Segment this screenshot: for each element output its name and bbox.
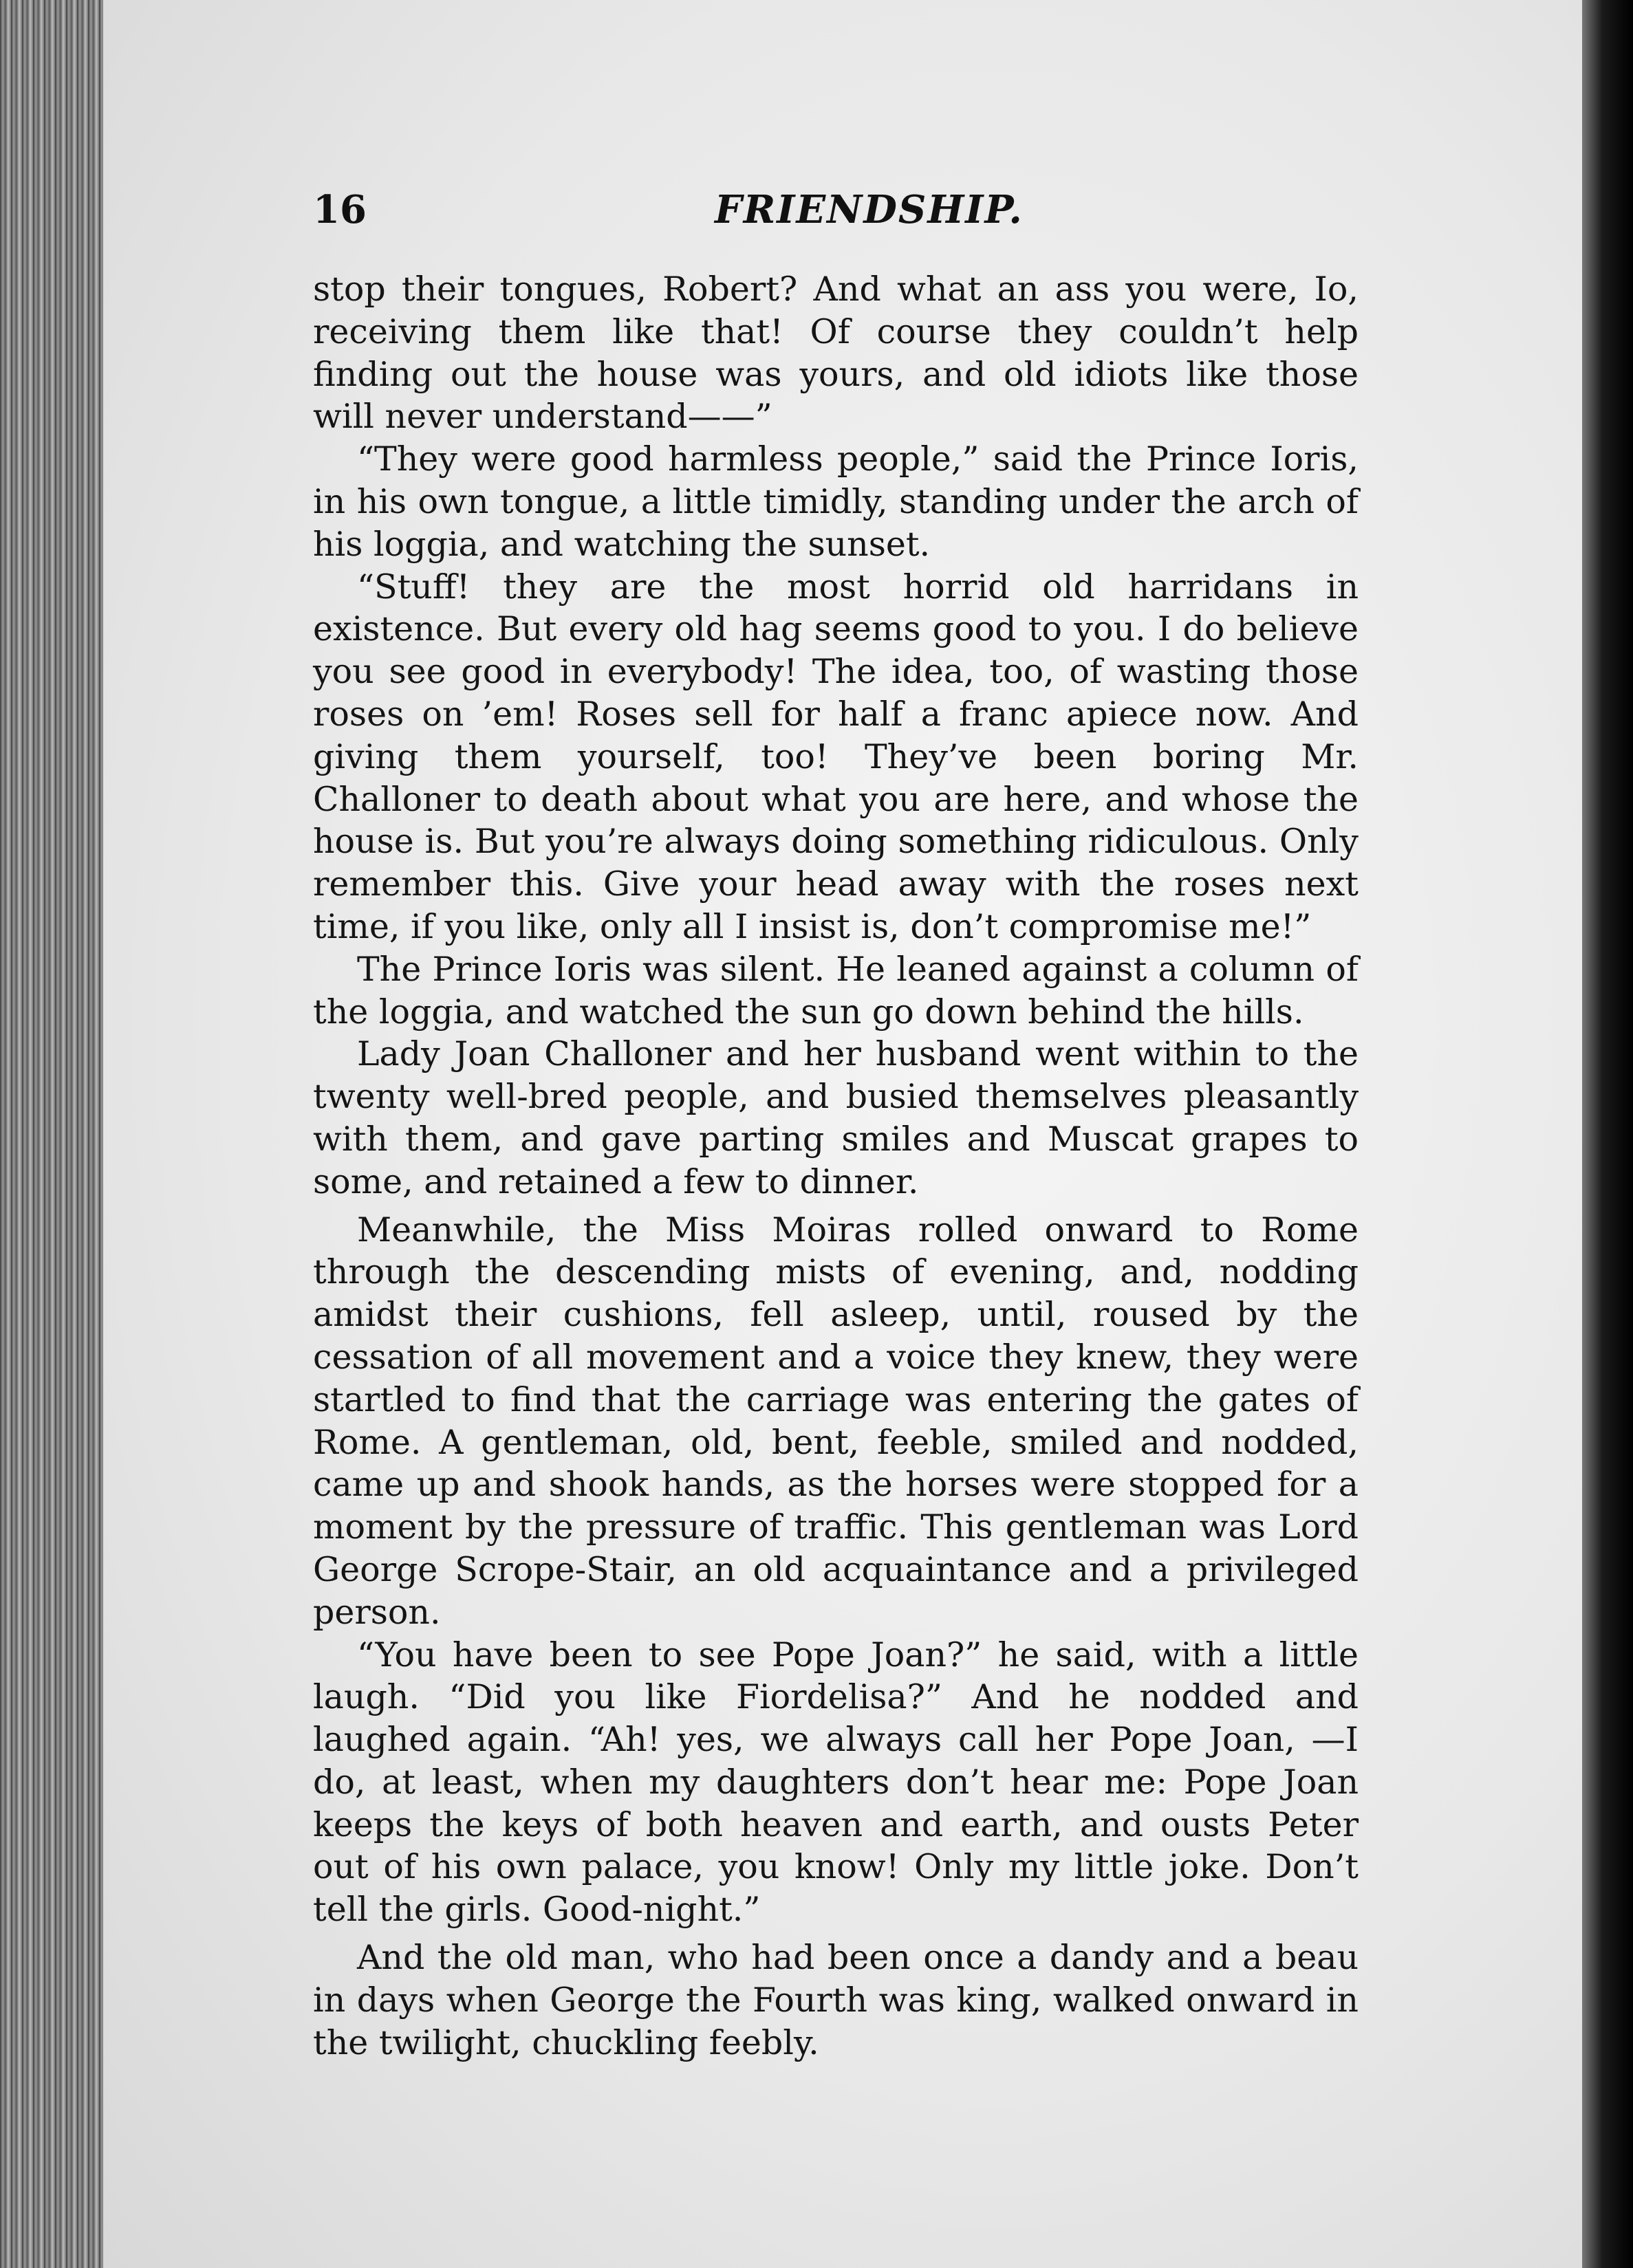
running-title: FRIENDSHIP. <box>715 187 1024 232</box>
paragraph: stop their tongues, Robert? And what an ass you were, Io, receiving them like that! Of course they couldn’t help finding out the house was yours, and old idiots like those will never understand——” <box>313 270 1359 437</box>
paragraph: “Stuff! they are the most horrid old harridans in existence. But every old hag seems good to you. I do believe you see good in everybody! The idea, too, of wasting those roses on ’em! Roses sell for half a franc apiece now. And giving them yourself, too! They’ve been boring Mr. Challoner to death about what you are here, and whose the house is. But you’re always doing something ridiculous. Only remember this. Give your head away with the roses next time, if you like, only all I insist is, don’t compromise me!” <box>313 567 1359 946</box>
page-number: 16 <box>313 187 367 232</box>
paragraph: Lady Joan Challoner and her husband went within to the twenty well-bred people, and busied themselves pleasantly with them, and gave parting smiles and Muscat grapes to some, and retained a few to dinner. <box>313 1034 1359 1201</box>
page-edges <box>0 0 103 2268</box>
gutter-shadow <box>1582 0 1633 2268</box>
body-text <box>313 268 1359 2064</box>
paragraph: “You have been to see Pope Joan?” he said, with a little laugh. “Did you like Fiordelisa?” And he nodded and laughed again. “Ah! yes, we always call her Pope Joan, —I do, at least, when my daughters don’t hear me: Pope Joan keeps the keys of both heaven and earth, and ousts Peter out of his own palace, you know! Only my little joke. Don’t tell the girls. Good-night.” <box>313 1635 1359 1930</box>
paragraph: And the old man, who had been once a dandy and a beau in days when George the Fourth was king, walked onward in the twilight, chuckling feebly. <box>313 1938 1359 2062</box>
paragraph: Meanwhile, the Miss Moiras rolled onward to Rome through the descending mists of evening, and, nodding amidst their cushions, fell asleep, until, roused by the cessation of all movement and a voice they knew, they were startled to find that the carriage was entering the gates of Rome. A gentleman, old, bent, feeble, smiled and nodded, came up and shook hands, as the horses were stopped for a moment by the pressure of traffic. This gentleman was Lord George Scrope-Stair, an old acquaintance and a privileged person. <box>313 1210 1359 1632</box>
paragraph: “They were good harmless people,” said the Prince Ioris, in his own tongue, a little timidly, standing under the arch of his loggia, and watching the sunset. <box>313 439 1359 564</box>
paragraph: The Prince Ioris was silent. He leaned against a column of the loggia, and watched the sun go down behind the hills. <box>313 949 1359 1032</box>
